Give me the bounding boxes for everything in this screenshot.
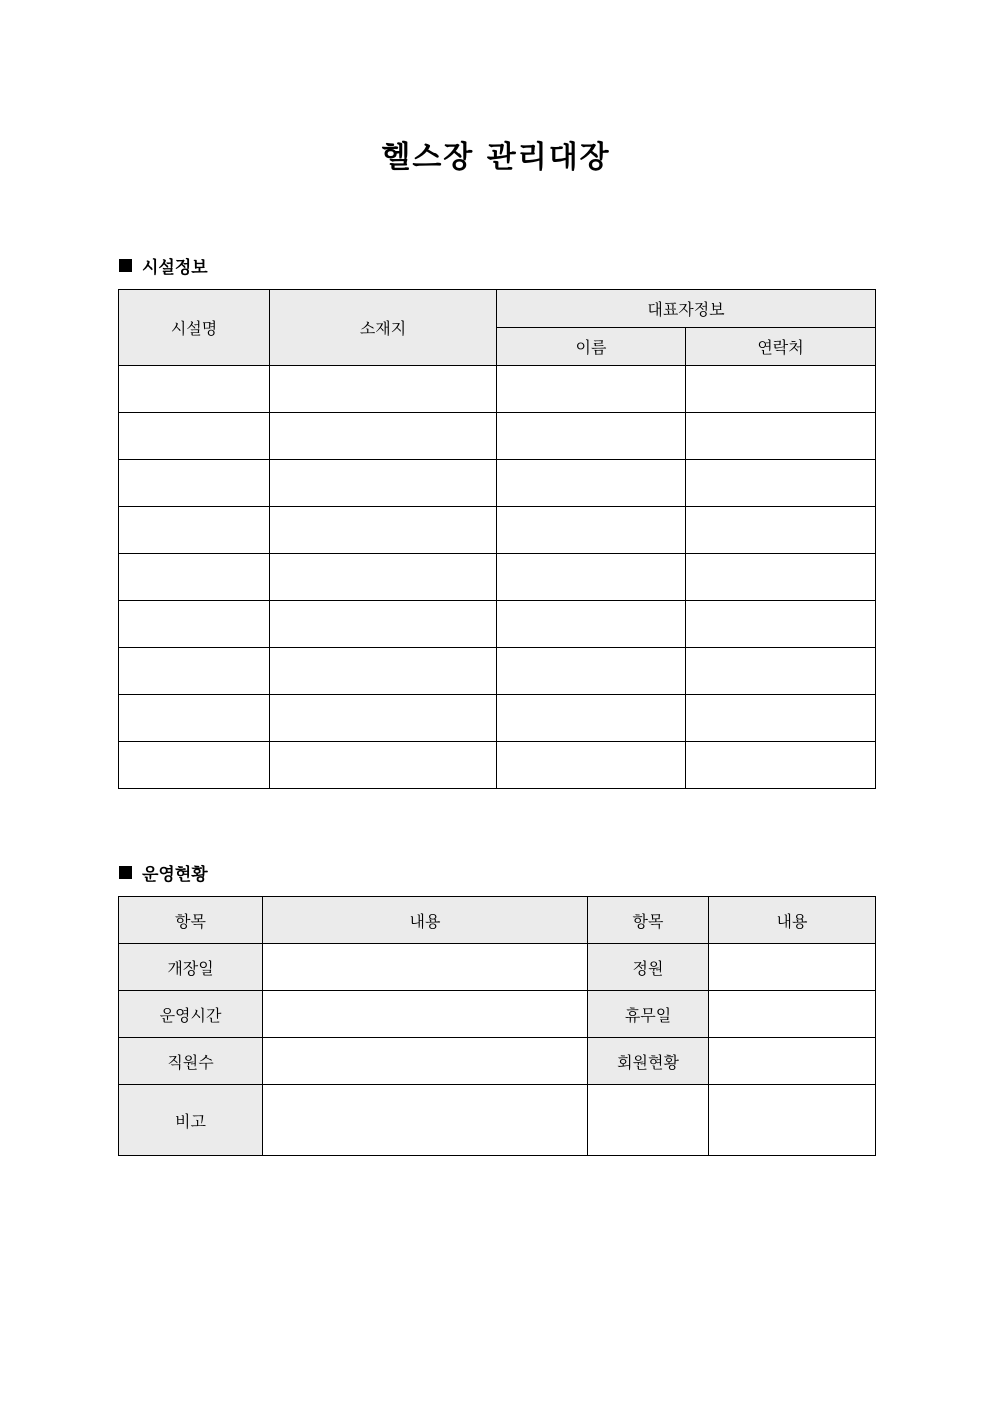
label-opening-date: 개장일 [119, 944, 263, 991]
header-item: 항목 [588, 897, 709, 944]
capacity-field[interactable] [709, 944, 876, 991]
operation-heading-label: 운영현황 [142, 864, 208, 885]
header-representative: 대표자정보 [497, 290, 876, 328]
facility-heading-label: 시설정보 [142, 257, 208, 278]
table-row [119, 460, 876, 507]
rep-contact-cell[interactable] [686, 601, 876, 648]
rep-contact-cell[interactable] [686, 695, 876, 742]
table-row [119, 695, 876, 742]
header-item: 항목 [119, 897, 263, 944]
label-remarks: 비고 [119, 1085, 263, 1156]
operation-table [118, 896, 876, 1156]
table-row [119, 1038, 876, 1085]
facility-table [118, 289, 876, 789]
closed-days-field[interactable] [709, 991, 876, 1038]
rep-name-cell[interactable] [497, 366, 686, 413]
table-row [119, 601, 876, 648]
table-row [119, 507, 876, 554]
rep-contact-cell[interactable] [686, 507, 876, 554]
facility-name-cell[interactable] [119, 695, 270, 742]
rep-contact-cell[interactable] [686, 366, 876, 413]
table-row [119, 742, 876, 789]
header-content: 내용 [709, 897, 876, 944]
label-member-status: 회원현황 [588, 1038, 709, 1085]
rep-name-cell[interactable] [497, 554, 686, 601]
header-location: 소재지 [270, 290, 497, 366]
location-cell[interactable] [270, 554, 497, 601]
label-operating-hours: 운영시간 [119, 991, 263, 1038]
facility-name-cell[interactable] [119, 648, 270, 695]
location-cell[interactable] [270, 366, 497, 413]
table-row [119, 944, 876, 991]
staff-count-field[interactable] [263, 1038, 588, 1085]
header-content: 내용 [263, 897, 588, 944]
location-cell[interactable] [270, 460, 497, 507]
header-rep-name: 이름 [497, 328, 686, 366]
rep-name-cell[interactable] [497, 413, 686, 460]
header-rep-contact: 연락처 [686, 328, 876, 366]
rep-contact-cell[interactable] [686, 460, 876, 507]
location-cell[interactable] [270, 742, 497, 789]
extra-content-cell[interactable] [709, 1085, 876, 1156]
rep-contact-cell[interactable] [686, 554, 876, 601]
facility-name-cell[interactable] [119, 507, 270, 554]
location-cell[interactable] [270, 695, 497, 742]
member-status-field[interactable] [709, 1038, 876, 1085]
rep-contact-cell[interactable] [686, 648, 876, 695]
opening-date-field[interactable] [263, 944, 588, 991]
rep-name-cell[interactable] [497, 601, 686, 648]
operation-section-heading [119, 860, 208, 884]
rep-contact-cell[interactable] [686, 413, 876, 460]
facility-name-cell[interactable] [119, 601, 270, 648]
facility-name-cell[interactable] [119, 742, 270, 789]
label-capacity: 정원 [588, 944, 709, 991]
square-bullet-icon [119, 259, 132, 272]
square-bullet-icon [119, 866, 132, 879]
rep-name-cell[interactable] [497, 648, 686, 695]
location-cell[interactable] [270, 601, 497, 648]
location-cell[interactable] [270, 507, 497, 554]
rep-contact-cell[interactable] [686, 742, 876, 789]
extra-item-cell[interactable] [588, 1085, 709, 1156]
label-closed-days: 휴무일 [588, 991, 709, 1038]
facility-name-cell[interactable] [119, 366, 270, 413]
table-row [119, 1085, 876, 1156]
location-cell[interactable] [270, 648, 497, 695]
header-facility-name: 시설명 [119, 290, 270, 366]
facility-name-cell[interactable] [119, 413, 270, 460]
page-title: 헬스장 관리대장 [381, 140, 611, 175]
operating-hours-field[interactable] [263, 991, 588, 1038]
facility-section-heading [119, 253, 208, 277]
remarks-field[interactable] [263, 1085, 588, 1156]
rep-name-cell[interactable] [497, 460, 686, 507]
facility-name-cell[interactable] [119, 460, 270, 507]
table-row [119, 554, 876, 601]
table-row [119, 366, 876, 413]
label-staff-count: 직원수 [119, 1038, 263, 1085]
table-row [119, 648, 876, 695]
table-row [119, 413, 876, 460]
rep-name-cell[interactable] [497, 695, 686, 742]
table-row [119, 991, 876, 1038]
rep-name-cell[interactable] [497, 507, 686, 554]
rep-name-cell[interactable] [497, 742, 686, 789]
location-cell[interactable] [270, 413, 497, 460]
facility-name-cell[interactable] [119, 554, 270, 601]
